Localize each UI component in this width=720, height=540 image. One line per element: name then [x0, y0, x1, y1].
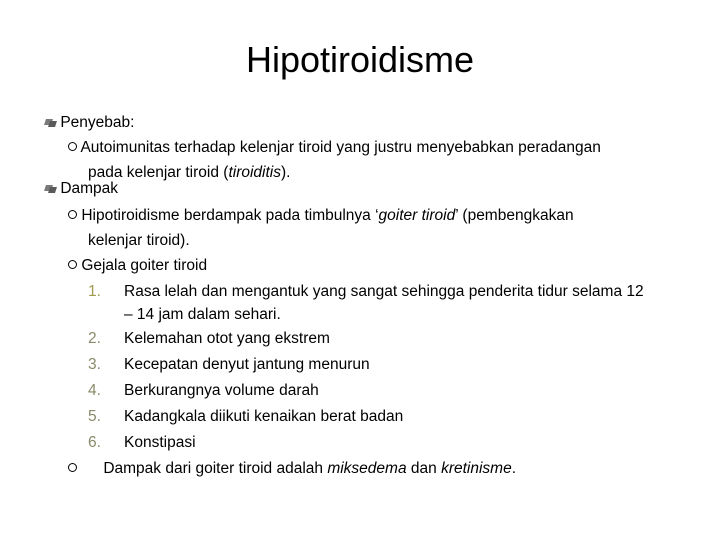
square-bullet-icon [45, 185, 56, 193]
penyebab-item-line1: Autoimunitas terhadap kelenjar tiroid yang justru menyebabkan peradangan [80, 139, 601, 156]
gejala-item: 4. Berkurangnya volume darah [88, 382, 319, 399]
square-bullet-icon [45, 119, 56, 127]
bullet-dampak [45, 176, 118, 202]
circle-bullet-icon [68, 210, 77, 219]
bullet-label: Penyebab: [60, 114, 135, 131]
dampak-item-1: Hipotiroidisme berdampak pada timbulnya ‘goiter tiroid’ (pembengkakan [68, 203, 574, 229]
dampak-item-1-line2: kelenjar tiroid). [88, 232, 190, 249]
dampak-item-3: Dampak dari goiter tiroid adalah miksedema dan kretinisme. [68, 456, 516, 482]
gejala-item: 3. Kecepatan denyut jantung menurun [88, 356, 370, 373]
gejala-item: 6. Konstipasi [88, 434, 196, 451]
circle-bullet-icon [68, 260, 77, 269]
circle-bullet-icon [68, 463, 77, 472]
gejala-item: 2. Kelemahan otot yang ekstrem [88, 330, 330, 347]
slide-title: Hipotiroidisme [245, 39, 475, 80]
gejala-item: 1. Rasa lelah dan mengantuk yang sangat sehingga penderita tidur selama 12 [88, 283, 644, 300]
gejala-item-cont: – 14 jam dalam sehari. [124, 306, 281, 323]
circle-bullet-icon [68, 142, 77, 151]
penyebab-item-line2: pada kelenjar tiroid (tiroiditis). [88, 164, 291, 181]
bullet-label: Dampak [60, 180, 119, 197]
bullet-penyebab [45, 110, 134, 136]
dampak-item-2: Gejala goiter tiroid [68, 253, 207, 279]
gejala-item: 5. Kadangkala diikuti kenaikan berat badan [88, 408, 404, 425]
penyebab-item [68, 135, 601, 161]
